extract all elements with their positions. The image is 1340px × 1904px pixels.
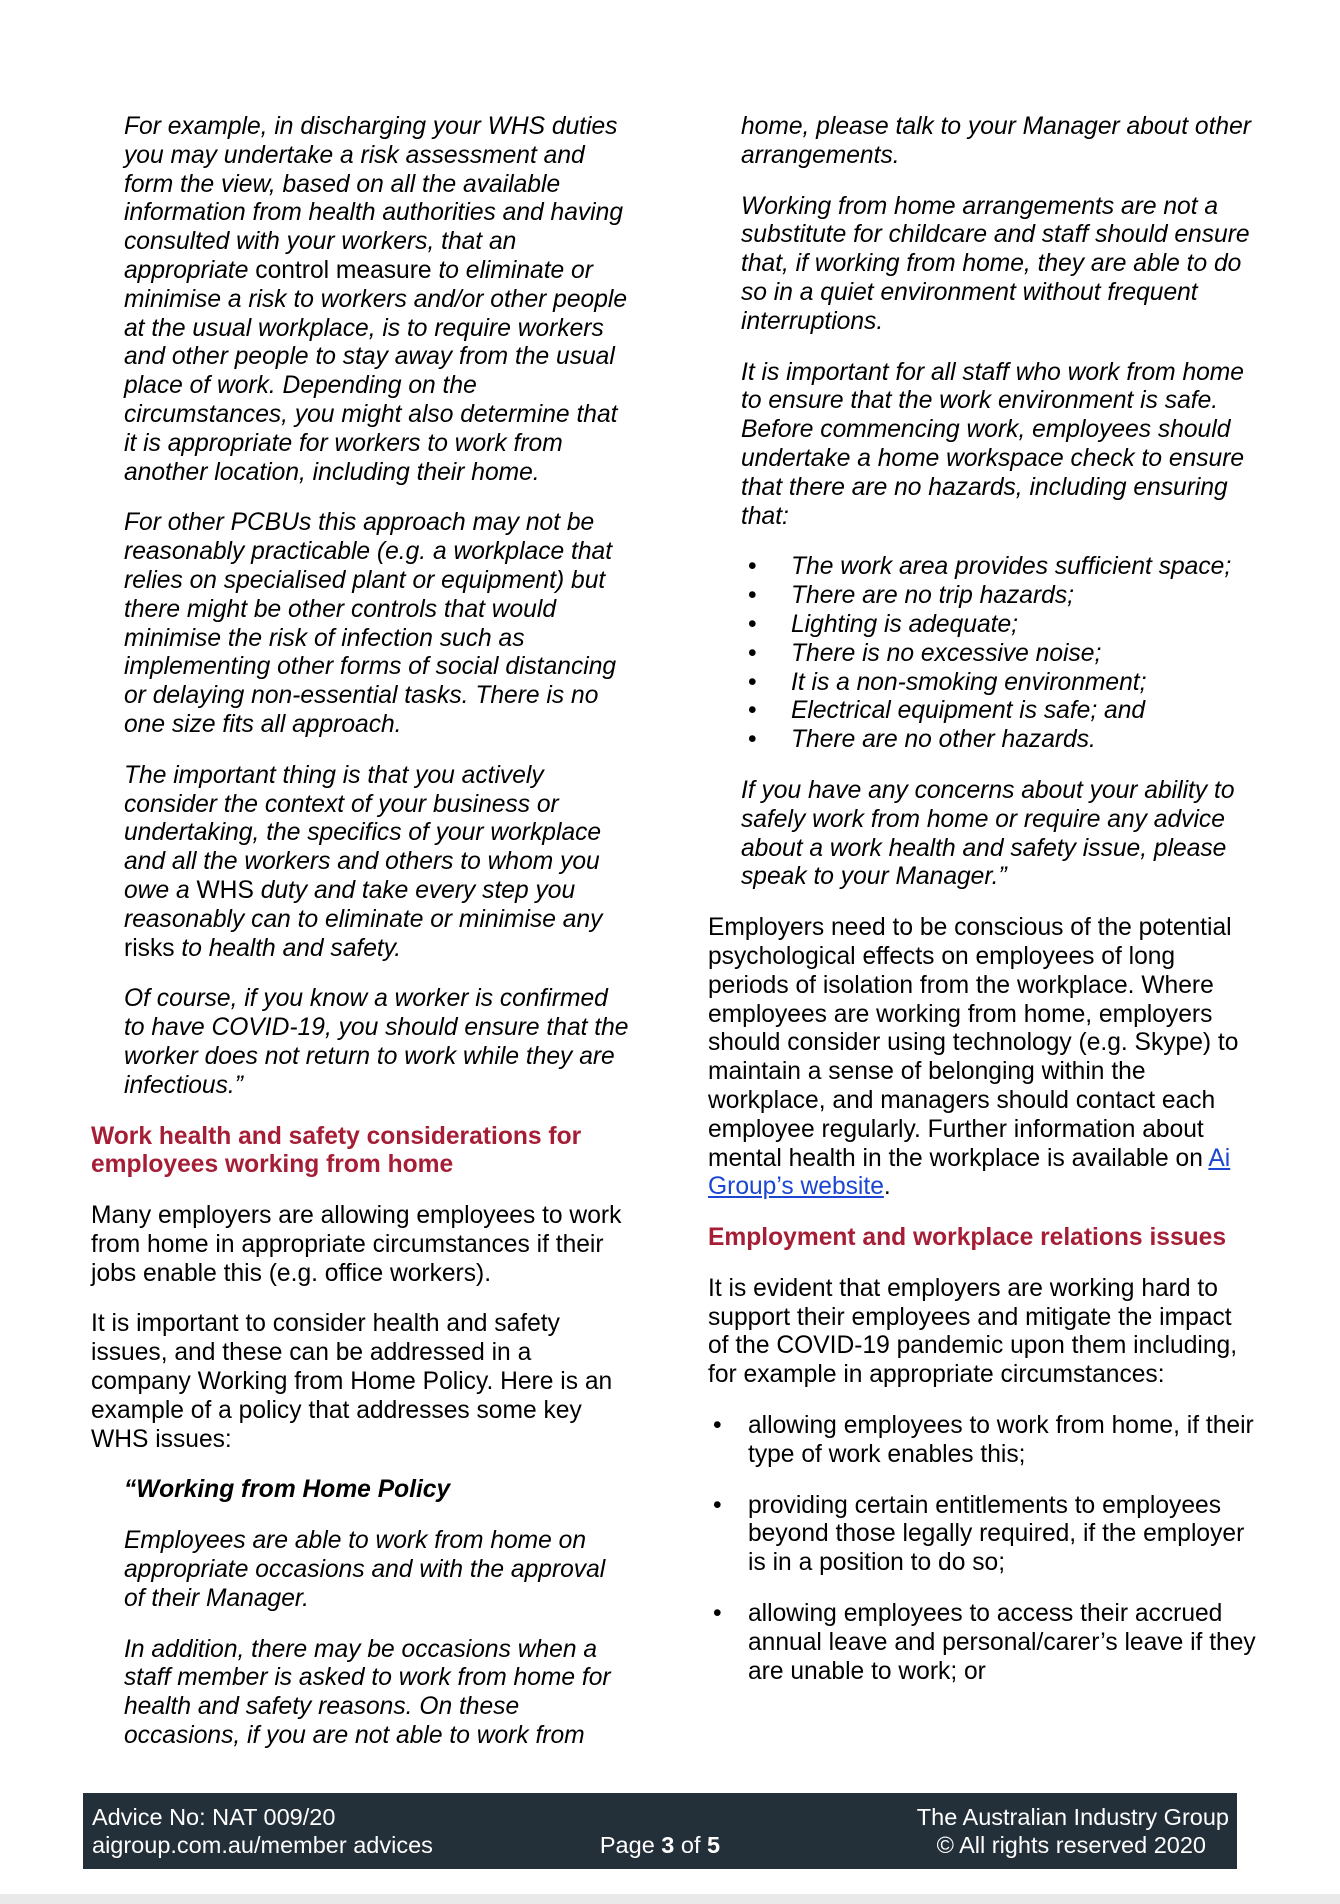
- right-column: [708, 113, 1256, 1708]
- bullet-list: [708, 1412, 1256, 1686]
- footer-site: aigroup.com.au/member advices: [92, 1832, 433, 1858]
- organisation-name: The Australian Industry Group: [916, 1804, 1229, 1830]
- advice-number: Advice No: NAT 009/20: [92, 1804, 336, 1830]
- left-column: [91, 113, 631, 1773]
- workspace-checklist: [741, 553, 1256, 755]
- checklist-item: • There is no excessive noise;: [741, 640, 1256, 669]
- text-run: The important thing is that you actively consider the context of your business or undertaking, the specifics of your workplace and all the workers and others to whom you owe a: [124, 761, 602, 904]
- page-footer: [83, 1793, 1237, 1869]
- page-word: Page: [599, 1832, 662, 1858]
- text-run: to eliminate or minimise a risk to workers and/or other people at the usual workplace, is to require workers and other people to stay away from the usual place of work. Depending on the circumstances, you might also determine that it is appropriate for workers to work from another location, including their home.: [124, 256, 628, 486]
- checklist-item: • Electrical equipment is safe; and: [741, 697, 1256, 726]
- footer-right: [917, 1803, 1229, 1859]
- policy-title: “Working from Home Policy: [124, 1476, 451, 1504]
- text-run: For example, in discharging your WHS duties you may undertake a risk assessment and form the view, based on all the available information from health authorities and having consulted with your workers, that an appropriate: [124, 113, 623, 284]
- checklist-item: • Lighting is adequate;: [741, 611, 1256, 640]
- body-paragraph: [708, 914, 1256, 1202]
- body-paragraph: It is important to consider health and safety issues, and these can be addressed in a company Working from Home Policy. Here is an example of a policy that addresses some key WHS issues:: [91, 1310, 613, 1453]
- quote-paragraph: [124, 762, 631, 964]
- section-heading: Employment and workplace relations issues: [708, 1224, 1227, 1252]
- checklist-item: • There are no trip hazards;: [741, 582, 1256, 611]
- policy-paragraph: If you have any concerns about your ability to safely work from home or require any advice about a work health and safety issue, please speak to your Manager.”: [741, 776, 1235, 891]
- policy-paragraph: In addition, there may be occasions when a staff member is asked to work from home for health and safety reasons. On these occasions, if you are not able to work from: [124, 1635, 611, 1750]
- text-run: control measure: [255, 256, 432, 284]
- of-word: of: [674, 1832, 708, 1858]
- quote-paragraph: Of course, if you know a worker is confirmed to have COVID-19, you should ensure that the worker does not return to work while they are infectious.”: [124, 985, 629, 1099]
- text-run: Employers need to be conscious of the potential psychological effects on employees of long periods of isolation from the workplace. Where employees are working from home, employers should consider using technology (e.g. Skype) to maintain a sense of belonging within the workplace, and managers should contact each employee regularly. Further information about mental health in the workplace is available on: [708, 914, 1239, 1172]
- checklist-item: • There are no other hazards.: [741, 726, 1256, 755]
- quote-paragraph: For other PCBUs this approach may not be reasonably practicable (e.g. a workplace that relies on specialised plant or equipment) but there might be other controls that would minimise the risk of infection such as implementing other forms of social distancing or delaying non-essential tasks. There is no one size fits all approach.: [124, 509, 617, 738]
- policy-paragraph: Employees are able to work from home on appropriate occasions and with the approval of their Manager.: [124, 1527, 606, 1612]
- text-run: WHS: [196, 876, 254, 904]
- bullet-item: • allowing employees to access their accrued annual leave and personal/carer’s leave if they are unable to work; or: [708, 1600, 1256, 1686]
- ai-group-website-link[interactable]: Ai Group’s website: [708, 1144, 1231, 1201]
- section-heading: Work health and safety considerations for employees working from home: [91, 1122, 582, 1179]
- text-run: risks: [124, 934, 175, 962]
- checklist-item: • It is a non-smoking environment;: [741, 669, 1256, 698]
- policy-paragraph: Working from home arrangements are not a substitute for childcare and staff should ensure that, if working from home, they are able to do so in a quiet environment without frequent interruptions.: [741, 192, 1250, 335]
- page-bottom-strip: [0, 1894, 1340, 1904]
- bullet-item: • allowing employees to work from home, if their type of work enables this;: [708, 1412, 1256, 1470]
- checklist-item: • The work area provides sufficient space;: [741, 553, 1256, 582]
- total-pages: 5: [707, 1832, 721, 1858]
- bullet-item: • providing certain entitlements to employees beyond those legally required, if the employer is in a position to do so;: [708, 1492, 1256, 1578]
- quote-paragraph: [124, 113, 631, 487]
- current-page: 3: [661, 1832, 675, 1858]
- text-run: duty and take every step you reasonably can to eliminate or minimise any: [124, 876, 603, 933]
- copyright: © All rights reserved 2020: [936, 1832, 1206, 1858]
- body-paragraph: It is evident that employers are working hard to support their employees and mitigate the impact of the COVID-19 pandemic upon them including, for example in appropriate circumstances:: [708, 1274, 1238, 1389]
- text-run: to health and safety.: [174, 934, 402, 962]
- body-paragraph: Many employers are allowing employees to work from home in appropriate circumstances if their jobs enable this (e.g. office workers).: [91, 1202, 622, 1287]
- policy-paragraph: home, please talk to your Manager about other arrangements.: [741, 113, 1251, 169]
- text-run: .: [883, 1173, 891, 1201]
- policy-paragraph: It is important for all staff who work from home to ensure that the work environment is safe. Before commencing work, employees should undertake a home workspace check to ensure that there are no hazards, including ensuring that:: [741, 358, 1245, 530]
